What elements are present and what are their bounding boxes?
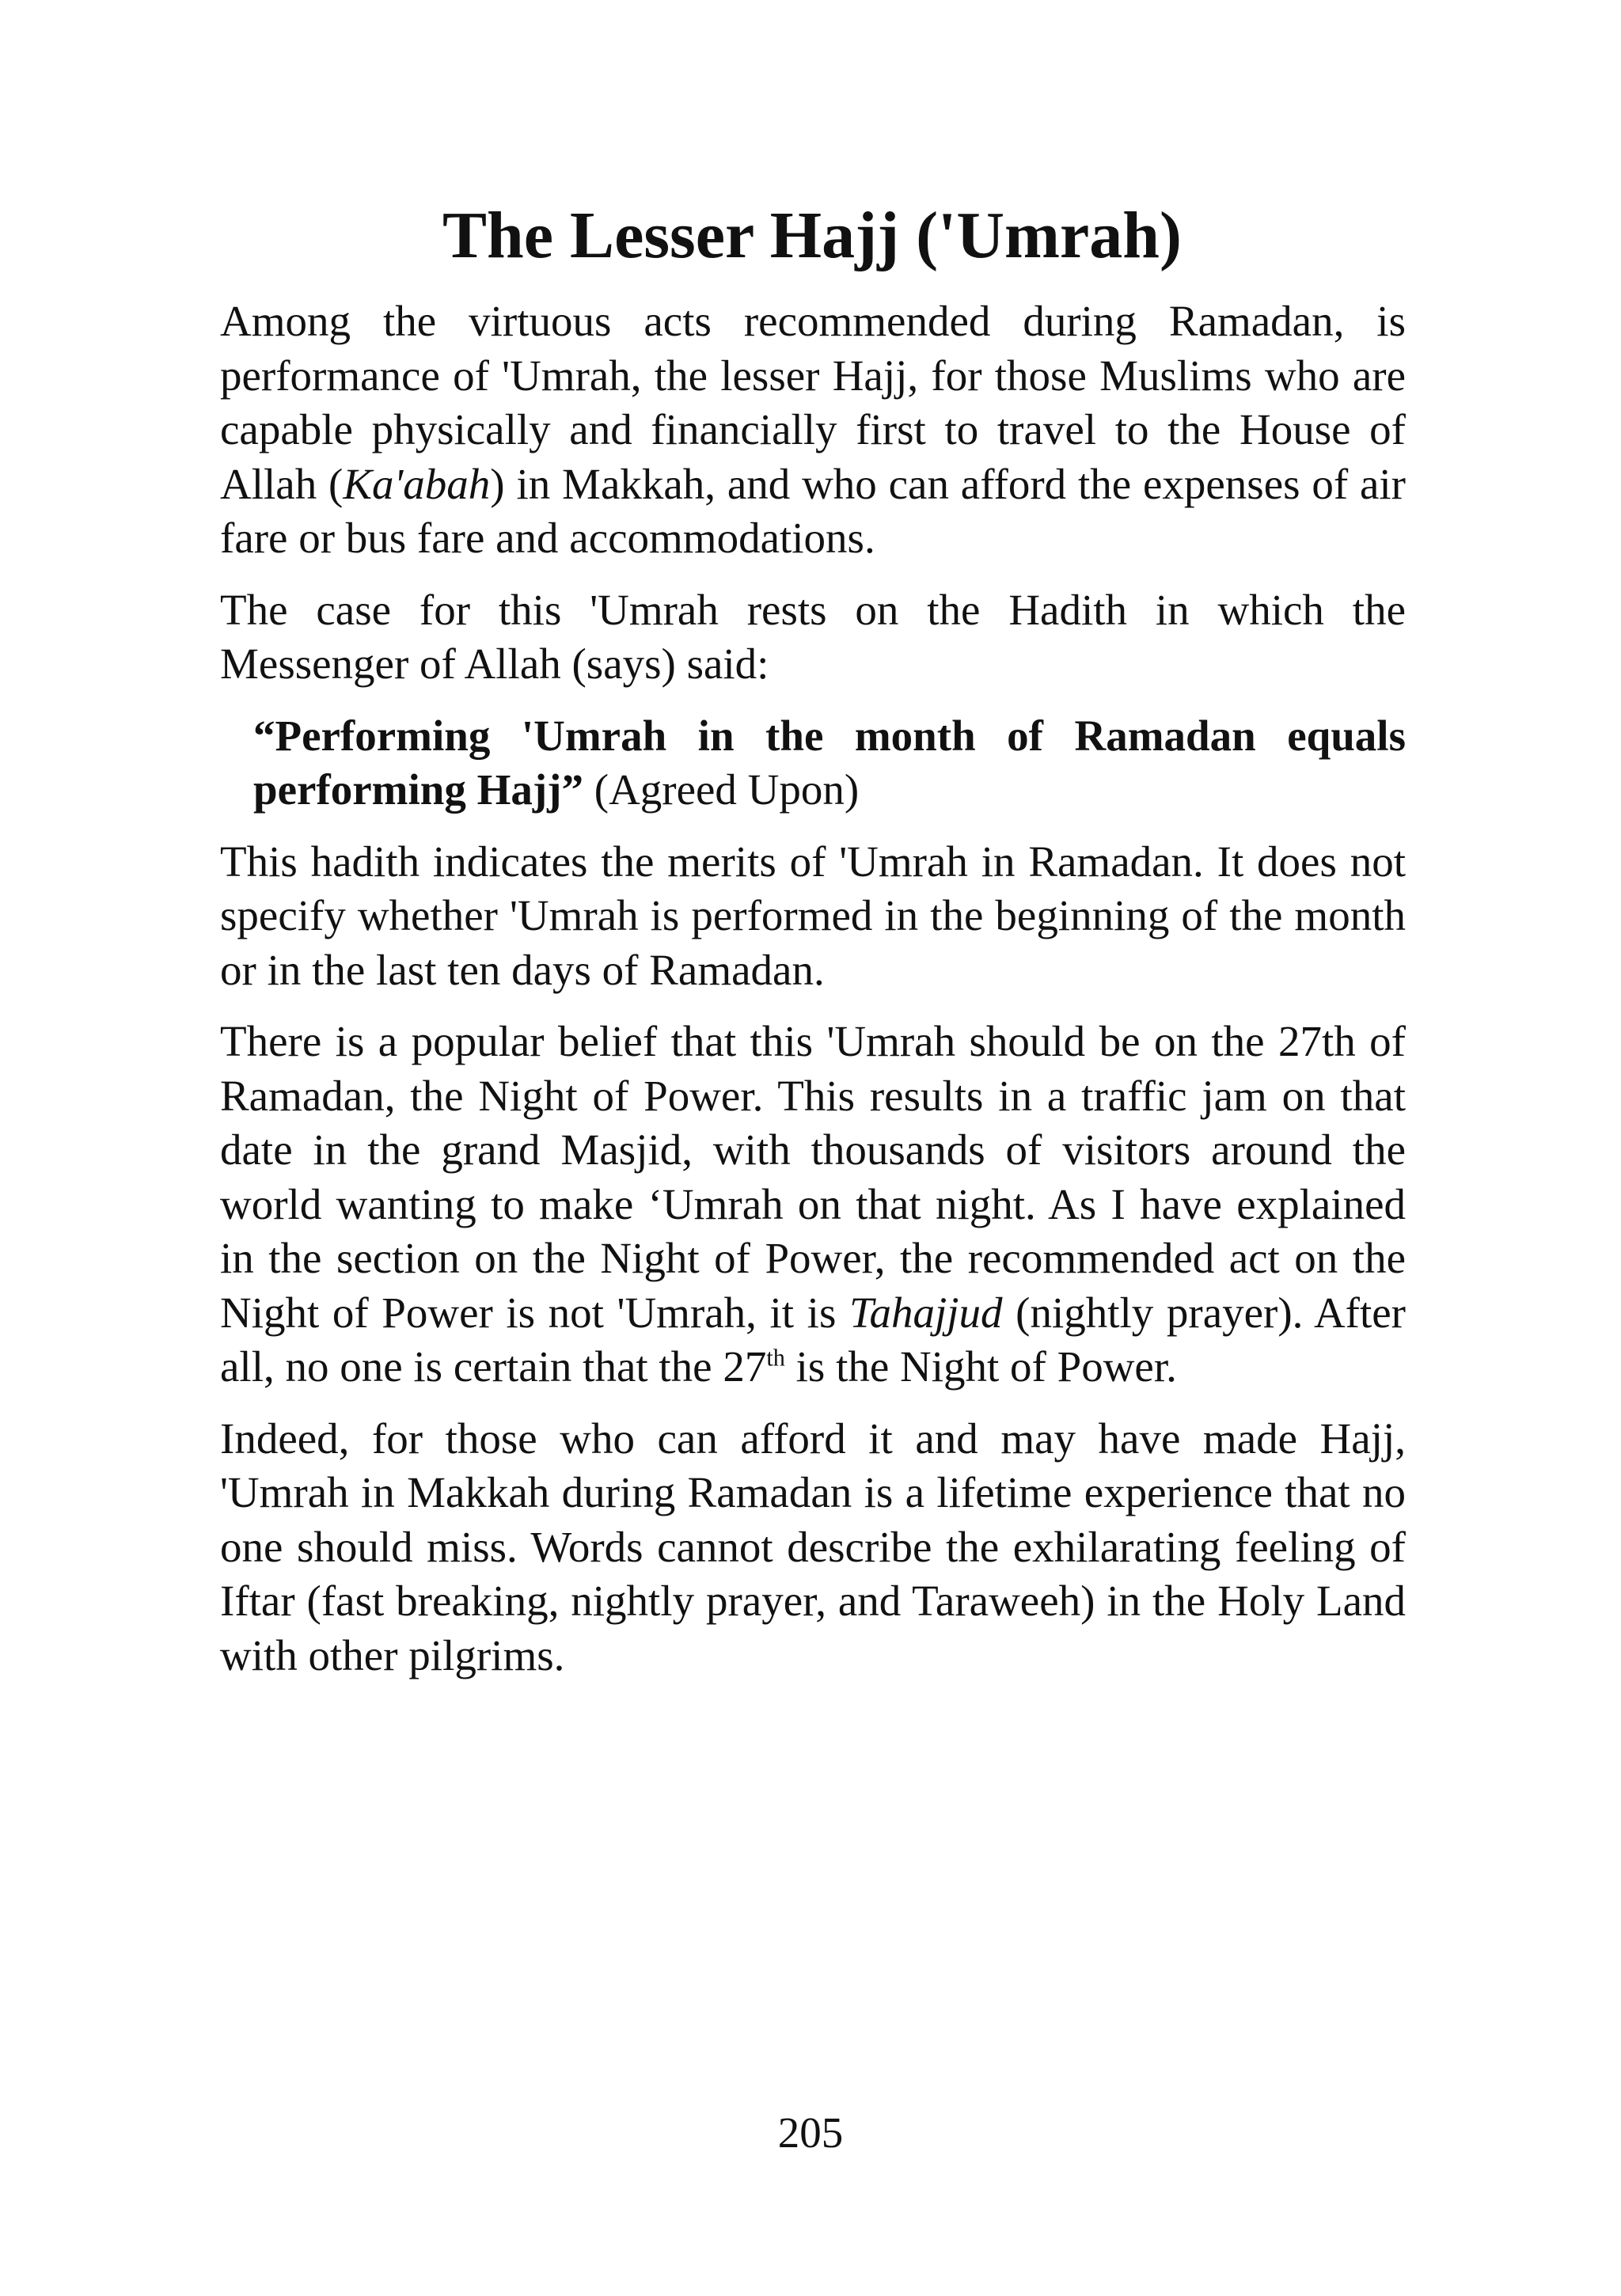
kaabah-term: Ka'abah (343, 459, 491, 508)
hadith-source: (Agreed Upon) (583, 765, 860, 814)
body-text (220, 294, 1406, 1683)
paragraph-1-part-b: ) in Makkah, and who can afford the expenses of air fare or bus fare and accommodations. (220, 459, 1406, 562)
paragraph-3: This hadith indicates the merits of 'Umrah in Ramadan. It does not specify whether 'Umrah is performed in the beginning of the month or in the last ten days of Ramadan. (220, 837, 1406, 994)
paragraph-4-part-c: is the Night of Power. (784, 1342, 1177, 1391)
paragraph-4-part-b: (nightly prayer). After all, no one is certain that the 27 (220, 1288, 1406, 1391)
tahajjud-term: Tahajjud (848, 1288, 1003, 1337)
paragraph-1-part-a: Among the virtuous acts recommended during Ramadan, is performance of 'Umrah, the lesser Hajj, for those Muslims who are capable physically and financially first to travel to the House of Allah ( (220, 297, 1406, 508)
paragraph-5: Indeed, for those who can afford it and may have made Hajj, 'Umrah in Makkah during Ramadan is a lifetime experience that no one should miss. Words cannot describe the exhilarating feeling of Iftar (fast breaking, nightly prayer, and Taraweeh) in the Holy Land with other pilgrims. (220, 1414, 1406, 1679)
ordinal-suffix: th (766, 1344, 785, 1372)
paragraph-4-part-a: There is a popular belief that this 'Umrah should be on the 27th of Ramadan, the Night of Power. This results in a traffic jam on that date in the grand Masjid, with thousands of visitors around the world wanting to make ‘Umrah on that night. As I have explained in the section on the Night of Power, the recommended act on the Night of Power is not 'Umrah, it is (220, 1017, 1406, 1337)
page-title: The Lesser Hajj ('Umrah) (442, 199, 1182, 272)
paragraph-2: The case for this 'Umrah rests on the Hadith in which the Messenger of Allah (says) said: (220, 585, 1406, 688)
paragraph-4 (220, 1015, 1406, 1395)
hadith-quote (253, 709, 1406, 818)
hadith-quote-text: “Performing 'Umrah in the month of Ramadan equals performing Hajj” (253, 711, 1406, 814)
paragraph-1 (220, 294, 1406, 566)
page-number: 205 (777, 2108, 844, 2157)
